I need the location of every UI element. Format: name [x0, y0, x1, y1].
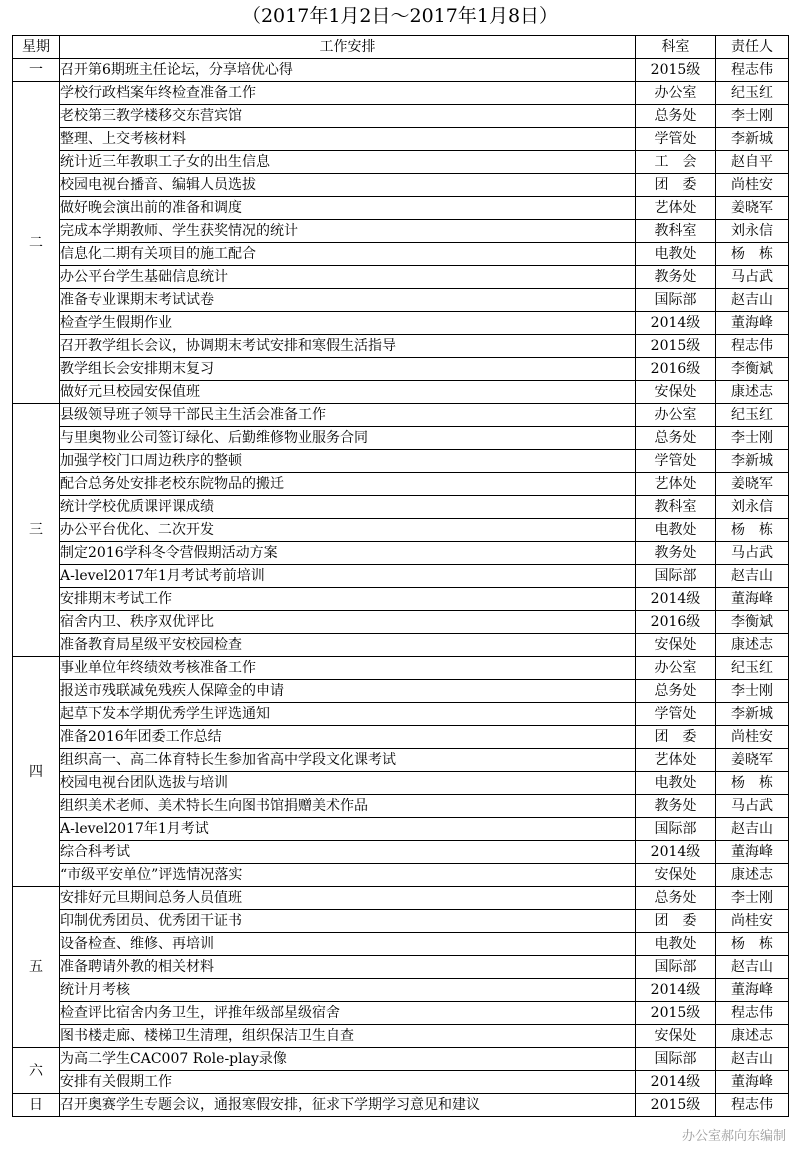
task-cell: 召开第6期班主任论坛，分享培优心得 — [60, 59, 636, 82]
dept-cell: 电教处 — [636, 519, 716, 542]
person-cell: 杨 栋 — [716, 243, 789, 266]
dept-cell: 工 会 — [636, 151, 716, 174]
weekday-cell: 三 — [13, 404, 60, 657]
table-row — [13, 1025, 789, 1048]
dept-cell: 2016级 — [636, 358, 716, 381]
task-cell: 准备2016年团委工作总结 — [60, 726, 636, 749]
task-cell: 起草下发本学期优秀学生评选通知 — [60, 703, 636, 726]
task-cell: 组织高一、高二体育特长生参加省高中学段文化课考试 — [60, 749, 636, 772]
dept-cell: 总务处 — [636, 105, 716, 128]
task-cell: 准备教育局星级平安校园检查 — [60, 634, 636, 657]
task-cell: 校园电视台团队选拔与培训 — [60, 772, 636, 795]
schedule-body — [13, 59, 789, 1117]
task-cell: 办公平台学生基础信息统计 — [60, 266, 636, 289]
person-cell: 杨 栋 — [716, 519, 789, 542]
person-cell: 马占武 — [716, 795, 789, 818]
person-cell: 董海峰 — [716, 841, 789, 864]
dept-cell: 总务处 — [636, 680, 716, 703]
table-row — [13, 174, 789, 197]
task-cell: A-level2017年1月考试考前培训 — [60, 565, 636, 588]
task-cell: 报送市残联减免残疾人保障金的申请 — [60, 680, 636, 703]
dept-cell: 办公室 — [636, 657, 716, 680]
footer-credit: 办公室郝向东编制 — [681, 1129, 786, 1144]
person-cell: 李士刚 — [716, 887, 789, 910]
person-cell: 程志伟 — [716, 59, 789, 82]
dept-cell: 学管处 — [636, 450, 716, 473]
task-cell: 召开教学组长会议，协调期末考试安排和寒假生活指导 — [60, 335, 636, 358]
person-cell: 程志伟 — [716, 1094, 789, 1117]
dept-cell: 团 委 — [636, 910, 716, 933]
task-cell: 综合科考试 — [60, 841, 636, 864]
person-cell: 刘永信 — [716, 220, 789, 243]
person-cell: 李新城 — [716, 703, 789, 726]
person-cell: 姜晓军 — [716, 197, 789, 220]
table-row — [13, 956, 789, 979]
task-cell: 安排好元旦期间总务人员值班 — [60, 887, 636, 910]
task-cell: “市级平安单位”评选情况落实 — [60, 864, 636, 887]
person-cell: 李士刚 — [716, 105, 789, 128]
person-cell: 赵吉山 — [716, 1048, 789, 1071]
person-cell: 程志伟 — [716, 1002, 789, 1025]
table-row — [13, 1048, 789, 1071]
dept-cell: 艺体处 — [636, 197, 716, 220]
schedule-title: （2017年1月2日～2017年1月8日） — [241, 5, 559, 27]
person-cell: 李新城 — [716, 128, 789, 151]
person-cell: 李士刚 — [716, 680, 789, 703]
dept-cell: 电教处 — [636, 772, 716, 795]
header-day: 星期 — [13, 36, 60, 59]
dept-cell: 2015级 — [636, 59, 716, 82]
person-cell: 董海峰 — [716, 312, 789, 335]
table-row — [13, 243, 789, 266]
weekday-cell: 六 — [13, 1048, 60, 1094]
header-person: 责任人 — [716, 36, 789, 59]
task-cell: 准备专业课期末考试试卷 — [60, 289, 636, 312]
table-row — [13, 312, 789, 335]
weekday-cell: 四 — [13, 657, 60, 887]
table-row — [13, 220, 789, 243]
person-cell: 康述志 — [716, 381, 789, 404]
dept-cell: 国际部 — [636, 1048, 716, 1071]
table-row — [13, 381, 789, 404]
dept-cell: 2015级 — [636, 335, 716, 358]
person-cell: 李衡斌 — [716, 611, 789, 634]
weekday-cell: 二 — [13, 82, 60, 404]
dept-cell: 2014级 — [636, 841, 716, 864]
person-cell: 纪玉红 — [716, 657, 789, 680]
table-row — [13, 151, 789, 174]
person-cell: 尚桂安 — [716, 726, 789, 749]
table-row — [13, 427, 789, 450]
table-row — [13, 772, 789, 795]
task-cell: 统计近三年教职工子女的出生信息 — [60, 151, 636, 174]
schedule-table — [12, 35, 789, 1117]
dept-cell: 教务处 — [636, 266, 716, 289]
task-cell: 统计学校优质课评课成绩 — [60, 496, 636, 519]
task-cell: A-level2017年1月考试 — [60, 818, 636, 841]
dept-cell: 2016级 — [636, 611, 716, 634]
task-cell: 安排有关假期工作 — [60, 1071, 636, 1094]
task-cell: 为高二学生CAC007 Role-play录像 — [60, 1048, 636, 1071]
table-row — [13, 634, 789, 657]
table-row — [13, 197, 789, 220]
table-row — [13, 703, 789, 726]
dept-cell: 国际部 — [636, 289, 716, 312]
table-row — [13, 289, 789, 312]
table-row — [13, 887, 789, 910]
person-cell: 康述志 — [716, 1025, 789, 1048]
task-cell: 设备检查、维修、再培训 — [60, 933, 636, 956]
task-cell: 组织美术老师、美术特长生向图书馆捐赠美术作品 — [60, 795, 636, 818]
person-cell: 杨 栋 — [716, 933, 789, 956]
table-row — [13, 749, 789, 772]
dept-cell: 教科室 — [636, 220, 716, 243]
task-cell: 县级领导班子领导干部民主生活会准备工作 — [60, 404, 636, 427]
dept-cell: 安保处 — [636, 1025, 716, 1048]
dept-cell: 2014级 — [636, 979, 716, 1002]
table-row — [13, 795, 789, 818]
person-cell: 姜晓军 — [716, 749, 789, 772]
table-row — [13, 910, 789, 933]
weekday-cell: 一 — [13, 59, 60, 82]
task-cell: 制定2016学科冬令营假期活动方案 — [60, 542, 636, 565]
dept-cell: 办公室 — [636, 82, 716, 105]
task-cell: 信息化二期有关项目的施工配合 — [60, 243, 636, 266]
task-cell: 办公平台优化、二次开发 — [60, 519, 636, 542]
table-row — [13, 979, 789, 1002]
dept-cell: 安保处 — [636, 381, 716, 404]
header-dept: 科室 — [636, 36, 716, 59]
task-cell: 与里奥物业公司签订绿化、后勤维修物业服务合同 — [60, 427, 636, 450]
task-cell: 老校第三教学楼移交东营宾馆 — [60, 105, 636, 128]
table-row — [13, 358, 789, 381]
task-cell: 完成本学期教师、学生获奖情况的统计 — [60, 220, 636, 243]
person-cell: 赵吉山 — [716, 956, 789, 979]
table-row — [13, 841, 789, 864]
table-row — [13, 726, 789, 749]
table-row — [13, 404, 789, 427]
task-cell: 宿舍内卫、秩序双优评比 — [60, 611, 636, 634]
person-cell: 尚桂安 — [716, 174, 789, 197]
table-row — [13, 542, 789, 565]
task-cell: 印制优秀团员、优秀团干证书 — [60, 910, 636, 933]
task-cell: 安排期末考试工作 — [60, 588, 636, 611]
table-row — [13, 496, 789, 519]
task-cell: 配合总务处安排老校东院物品的搬迁 — [60, 473, 636, 496]
table-row — [13, 82, 789, 105]
dept-cell: 教务处 — [636, 542, 716, 565]
dept-cell: 2014级 — [636, 312, 716, 335]
person-cell: 马占武 — [716, 542, 789, 565]
person-cell: 董海峰 — [716, 979, 789, 1002]
table-row — [13, 59, 789, 82]
table-row — [13, 864, 789, 887]
person-cell: 马占武 — [716, 266, 789, 289]
person-cell: 刘永信 — [716, 496, 789, 519]
person-cell: 杨 栋 — [716, 772, 789, 795]
task-cell: 校园电视台播音、编辑人员选拔 — [60, 174, 636, 197]
dept-cell: 国际部 — [636, 818, 716, 841]
table-row — [13, 1094, 789, 1117]
person-cell: 赵吉山 — [716, 818, 789, 841]
task-cell: 事业单位年终绩效考核准备工作 — [60, 657, 636, 680]
task-cell: 召开奥赛学生专题会议，通报寒假安排，征求下学期学习意见和建议 — [60, 1094, 636, 1117]
dept-cell: 国际部 — [636, 565, 716, 588]
person-cell: 董海峰 — [716, 1071, 789, 1094]
dept-cell: 团 委 — [636, 174, 716, 197]
person-cell: 董海峰 — [716, 588, 789, 611]
dept-cell: 国际部 — [636, 956, 716, 979]
task-cell: 检查学生假期作业 — [60, 312, 636, 335]
person-cell: 赵吉山 — [716, 289, 789, 312]
dept-cell: 2015级 — [636, 1094, 716, 1117]
task-cell: 做好晚会演出前的准备和调度 — [60, 197, 636, 220]
person-cell: 尚桂安 — [716, 910, 789, 933]
task-cell: 加强学校门口周边秩序的整顿 — [60, 450, 636, 473]
table-row — [13, 1071, 789, 1094]
task-cell: 学校行政档案年终检查准备工作 — [60, 82, 636, 105]
dept-cell: 电教处 — [636, 243, 716, 266]
task-cell: 统计月考核 — [60, 979, 636, 1002]
table-row — [13, 588, 789, 611]
dept-cell: 团 委 — [636, 726, 716, 749]
dept-cell: 办公室 — [636, 404, 716, 427]
task-cell: 准备聘请外教的相关材料 — [60, 956, 636, 979]
person-cell: 康述志 — [716, 864, 789, 887]
dept-cell: 安保处 — [636, 864, 716, 887]
dept-cell: 总务处 — [636, 427, 716, 450]
person-cell: 纪玉红 — [716, 404, 789, 427]
header-row — [13, 36, 789, 59]
task-cell: 整理、上交考核材料 — [60, 128, 636, 151]
dept-cell: 安保处 — [636, 634, 716, 657]
dept-cell: 艺体处 — [636, 749, 716, 772]
table-row — [13, 128, 789, 151]
table-row — [13, 933, 789, 956]
table-row — [13, 565, 789, 588]
weekday-cell: 五 — [13, 887, 60, 1048]
dept-cell: 教务处 — [636, 795, 716, 818]
task-cell: 检查评比宿舍内务卫生，评推年级部星级宿舍 — [60, 1002, 636, 1025]
person-cell: 康述志 — [716, 634, 789, 657]
person-cell: 赵吉山 — [716, 565, 789, 588]
person-cell: 李衡斌 — [716, 358, 789, 381]
person-cell: 姜晓军 — [716, 473, 789, 496]
person-cell: 程志伟 — [716, 335, 789, 358]
person-cell: 李新城 — [716, 450, 789, 473]
header-task: 工作安排 — [60, 36, 636, 59]
dept-cell: 艺体处 — [636, 473, 716, 496]
table-row — [13, 335, 789, 358]
table-row — [13, 680, 789, 703]
table-row — [13, 519, 789, 542]
table-row — [13, 266, 789, 289]
table-row — [13, 657, 789, 680]
table-row — [13, 450, 789, 473]
dept-cell: 教科室 — [636, 496, 716, 519]
table-row — [13, 473, 789, 496]
dept-cell: 电教处 — [636, 933, 716, 956]
dept-cell: 2014级 — [636, 588, 716, 611]
dept-cell: 学管处 — [636, 703, 716, 726]
person-cell: 李士刚 — [716, 427, 789, 450]
task-cell: 教学组长会安排期末复习 — [60, 358, 636, 381]
table-row — [13, 1002, 789, 1025]
dept-cell: 2014级 — [636, 1071, 716, 1094]
weekday-cell: 日 — [13, 1094, 60, 1117]
person-cell: 赵自平 — [716, 151, 789, 174]
task-cell: 图书楼走廊、楼梯卫生清理，组织保洁卫生自查 — [60, 1025, 636, 1048]
task-cell: 做好元旦校园安保值班 — [60, 381, 636, 404]
table-row — [13, 105, 789, 128]
dept-cell: 2015级 — [636, 1002, 716, 1025]
table-row — [13, 818, 789, 841]
dept-cell: 学管处 — [636, 128, 716, 151]
person-cell: 纪玉红 — [716, 82, 789, 105]
table-row — [13, 611, 789, 634]
dept-cell: 总务处 — [636, 887, 716, 910]
